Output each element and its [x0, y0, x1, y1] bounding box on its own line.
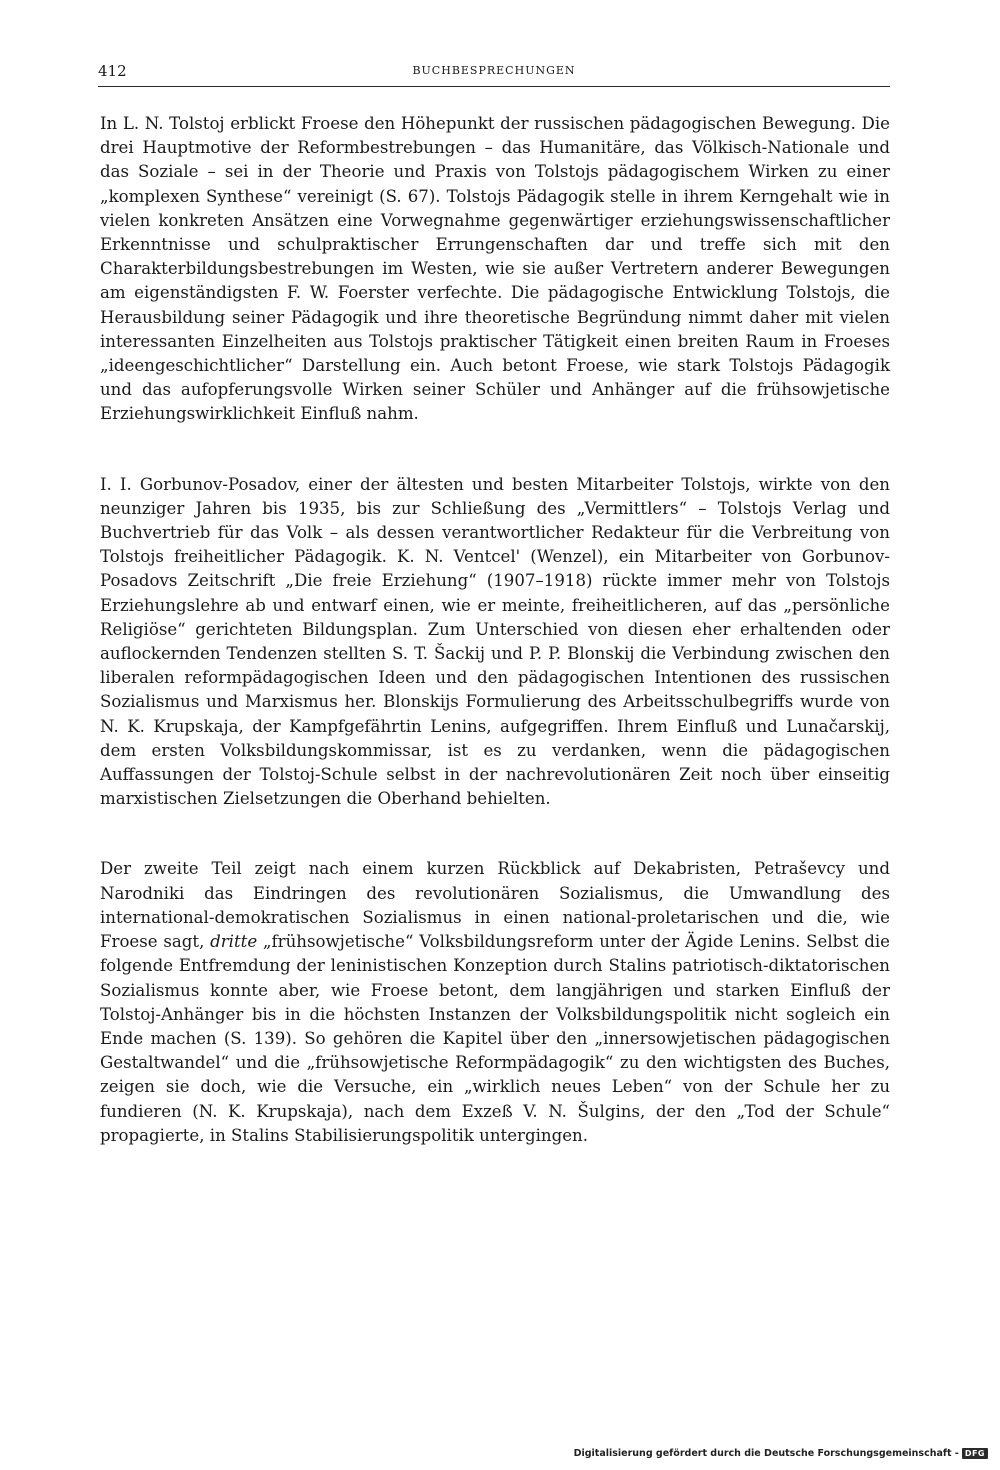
running-head: BUCHBESPRECHUNGEN — [412, 64, 576, 77]
body-text — [100, 112, 890, 1148]
dfg-logo-icon: DFG — [962, 1448, 988, 1459]
paragraph-3-text-b: „frühsowjetische“ Volksbildungsreform unter der Ägide Lenins. Selbst die folgende Entfremdung der leninistischen Konzeption durch Stalins patriotisch-diktatorischen Sozialismus konnte aber, wie Froese betont, dem langjährigen und starken Einfluß der Tolstoj-Anhänger bis in die höchsten Instanzen der Volksbildungspolitik nicht sogleich ein Ende machen (S. 139). So gehören die Kapitel über den „innersowjetischen pädagogischen Gestaltwandel“ und die „frühsowjetische Reformpädagogik“ zu den wichtigsten des Buches, zeigen sie doch, wie die Versuche, ein „wirklich neues Leben“ von der Schule her zu fundieren (N. K. Krupskaja), nach dem Exzeß V. N. Šulgins, der den „Tod der Schule“ propagierte, in Stalins Stabilisierungspolitik untergingen. — [100, 932, 890, 1145]
paragraph-3-italic: dritte — [210, 932, 258, 952]
paragraph-3 — [100, 857, 890, 1147]
page-number: 412 — [98, 62, 127, 80]
paragraph-2 — [100, 473, 890, 812]
digitization-footer — [574, 1448, 988, 1459]
page-header — [98, 62, 890, 87]
paragraph-1-text: In L. N. Tolstoj erblickt Froese den Höhepunkt der russischen pädagogischen Bewegung. Die drei Hauptmotive der Reformbestrebungen – das Humanitäre, das Völkisch-Nationale und das Soziale – sei in der Theorie und Praxis von Tolstojs pädagogischem Wirken zu einer „komplexen Synthese“ vereinigt (S. 67). Tolstojs Pädagogik stelle in ihrem Kerngehalt wie in vielen konkreten Ansätzen eine Vorwegnahme gegenwärtiger erziehungswissenschaftlicher Erkenntnisse und schulpraktischer Errungenschaften dar und treffe sich mit den Charakterbildungsbestrebungen im Westen, wie sie außer Vertretern anderer Bewegungen am eigenständigsten F. W. Foerster verfechte. Die pädagogische Entwicklung Tolstojs, die Herausbildung seiner Pädagogik und ihre theoretische Begründung nimmt daher mit vielen interessanten Einzelheiten aus Tolstojs praktischer Tätigkeit einen breiten Raum in Froeses „ideengeschichtlicher“ Darstellung ein. Auch betont Froese, wie stark Tolstojs Pädagogik und das aufopferungsvolle Wirken seiner Schüler und Anhänger auf die frühsowjetische Erziehungswirklichkeit Einfluß nahm. — [100, 114, 890, 424]
paragraph-1 — [100, 112, 890, 427]
footer-text: Digitalisierung gefördert durch die Deutsche Forschungsgemeinschaft - — [573, 1448, 959, 1459]
paragraph-2-text: I. I. Gorbunov-Posadov, einer der ältesten und besten Mitarbeiter Tolstojs, wirkte von den neunziger Jahren bis 1935, bis zur Schließung des „Vermittlers“ – Tolstojs Verlag und Buchvertrieb für das Volk – als dessen verantwortlicher Redakteur für die Verbreitung von Tolstojs freiheitlicher Pädagogik. K. N. Ventcel' (Wenzel), ein Mitarbeiter von Gorbunov-Posadovs Zeitschrift „Die freie Erziehung“ (1907–1918) rückte immer mehr von Tolstojs Erziehungslehre ab und entwarf einen, wie er meinte, freiheitlicheren, auf das „persönliche Religiöse“ gerichteten Bildungsplan. Zum Unterschied von diesen eher erhaltenden oder auflockernden Tendenzen stellten S. T. Šackij und P. P. Blonskij die Verbindung zwischen den liberalen reformpädagogischen Ideen und den pädagogischen Intentionen des russischen Sozialismus und Marxismus her. Blonskijs Formulierung des Arbeitsschulbegriffs wurde von N. K. Krupskaja, der Kampfgefährtin Lenins, aufgegriffen. Ihrem Einfluß und Lunačarskij, dem ersten Volksbildungskommissar, ist es zu verdanken, wenn die pädagogischen Auffassungen der Tolstoj-Schule selbst in der nachrevolutionären Zeit noch über einseitig marxistischen Zielsetzungen die Oberhand behielten. — [100, 474, 890, 809]
paragraph-3-text-a: Der zweite Teil zeigt nach einem kurzen Rückblick auf Dekabristen, Petraševcy und Narodniki das Eindringen des revolutionären Sozialismus, die Umwandlung des international-demokratischen Sozialismus in einen national-proletarischen und die, wie Froese sagt, — [100, 859, 890, 952]
